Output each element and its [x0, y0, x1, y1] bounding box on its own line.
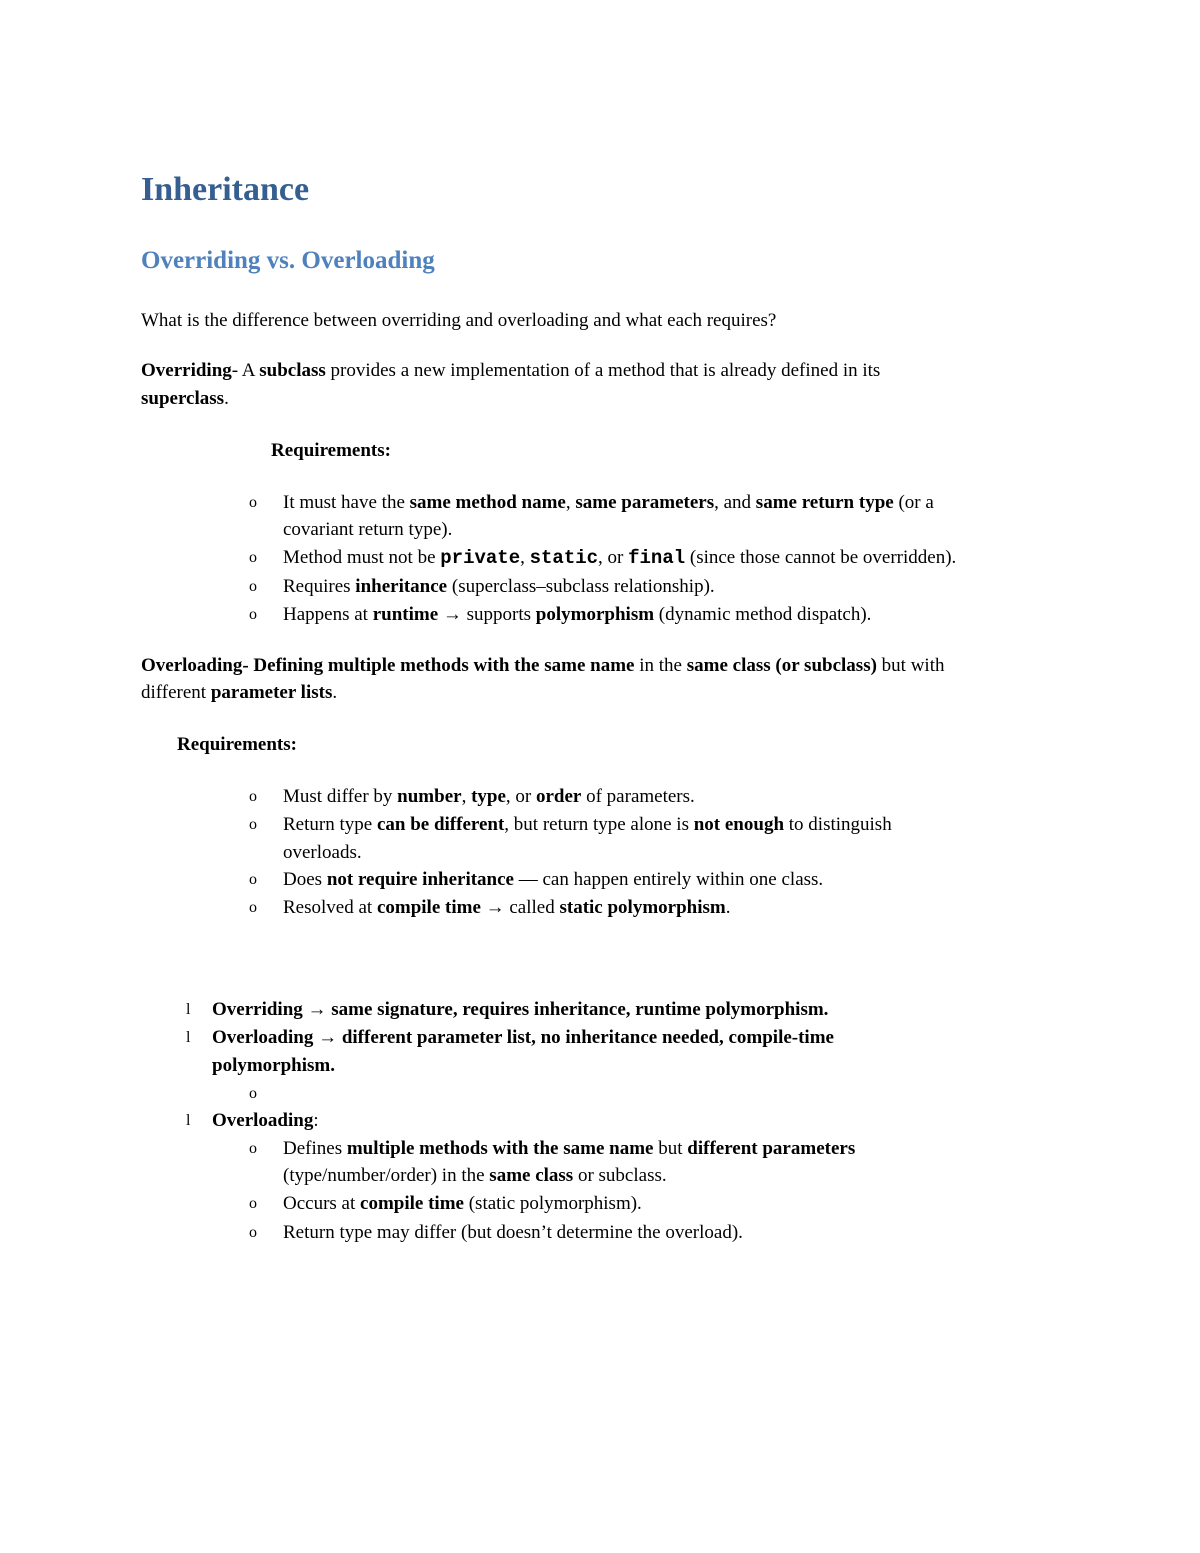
list-item: [283, 573, 715, 601]
superclass-term: superclass: [141, 388, 225, 409]
text-run: same method name: [409, 492, 566, 513]
overloading-term: Overloading: [141, 655, 243, 676]
list-item: [283, 1190, 642, 1218]
list-item-continuation: [283, 1162, 667, 1190]
text-run: runtime: [372, 604, 439, 625]
list-item: [283, 544, 956, 572]
text-run: Occurs at: [283, 1193, 361, 1214]
list-item: [283, 489, 934, 517]
text-run: → supports: [438, 604, 536, 625]
text-run: -: [242, 655, 254, 676]
text-run: of parameters.: [581, 786, 695, 807]
list-item: [283, 601, 871, 629]
requirements-label: Requirements:: [271, 440, 391, 461]
bullet-icon: o: [249, 816, 257, 833]
subclass-term: subclass: [259, 360, 326, 381]
text-run: different parameters: [687, 1138, 856, 1159]
text-run: — can happen entirely within one class.: [513, 869, 824, 890]
text-run: ,: [520, 547, 530, 568]
text-run: in the: [634, 655, 687, 676]
bullet-icon: o: [249, 549, 257, 566]
text-run: different: [141, 682, 211, 703]
overriding-definition-line1: [141, 357, 880, 385]
text-run: Method must not be: [283, 547, 441, 568]
bullet-icon: o: [249, 578, 257, 595]
text-run: → called: [480, 897, 560, 918]
text-run: Must differ by: [283, 786, 398, 807]
text-run: (static polymorphism).: [463, 1193, 642, 1214]
summary-item: [212, 1107, 319, 1135]
text-run: Happens at: [283, 604, 373, 625]
text-run: Overloading → different parameter list, no inheritance needed, compile-time: [212, 1027, 834, 1048]
summary-item-continuation: [212, 1052, 335, 1080]
code-keyword: final: [628, 547, 686, 569]
text-run: (or a: [893, 492, 934, 513]
question-text: What is the difference between overriding and overloading and what each requires?: [141, 310, 777, 331]
list-item: [283, 894, 730, 922]
text-run: same class: [489, 1165, 574, 1186]
text-run: , but return type alone is: [504, 814, 694, 835]
text-run: but: [653, 1138, 688, 1159]
text-run: polymorphism: [535, 604, 655, 625]
overloading-definition-line2: [141, 679, 337, 707]
text-run: same class (or subclass): [686, 655, 877, 676]
text-run: same parameters: [575, 492, 715, 513]
text-run: provides a new implementation of a method that is already defined in its: [325, 360, 881, 381]
text-run: - A: [231, 360, 260, 381]
bullet-icon: l: [186, 1029, 191, 1046]
text-run: type: [471, 786, 506, 807]
list-item: [283, 783, 695, 811]
code-keyword: static: [529, 547, 599, 569]
list-item: [283, 811, 892, 839]
bullet-icon: o: [249, 1224, 257, 1241]
text-run: .: [332, 682, 338, 703]
text-run: (type/number/order) in the: [283, 1165, 490, 1186]
overriding-definition-line2: [141, 385, 229, 413]
text-run: or subclass.: [573, 1165, 667, 1186]
overloading-requirements-label: [177, 731, 297, 759]
text-run: Defines: [283, 1138, 347, 1159]
text-run: Overloading: [212, 1110, 314, 1131]
summary-item: [212, 996, 828, 1024]
bullet-icon: o: [249, 1195, 257, 1212]
text-run: (since those cannot be overridden).: [685, 547, 957, 568]
text-run: (superclass–subclass relationship).: [447, 576, 715, 597]
text-run: not enough: [693, 814, 785, 835]
text-run: Defining multiple methods with the same name: [253, 655, 635, 676]
list-item: [283, 1135, 855, 1163]
overriding-requirements-label: [271, 437, 391, 465]
text-run: multiple methods with the same name: [346, 1138, 654, 1159]
bullet-icon: o: [249, 899, 257, 916]
text-run: to distinguish: [784, 814, 892, 835]
overriding-term: Overriding: [141, 360, 232, 381]
bullet-icon: o: [249, 871, 257, 888]
text-run: It must have the: [283, 492, 410, 513]
text-run: not require inheritance: [326, 869, 514, 890]
text-run: Overriding → same signature, requires inheritance, runtime polymorphism.: [212, 999, 829, 1020]
text-run: Return type may differ (but doesn’t determine the overload).: [283, 1222, 743, 1243]
text-run: compile time: [360, 1193, 464, 1214]
bullet-icon: l: [186, 1112, 191, 1129]
text-run: Requires: [283, 576, 356, 597]
list-item-continuation: covariant return type).: [283, 519, 453, 540]
list-item: [283, 1219, 743, 1247]
text-run: :: [313, 1110, 319, 1131]
text-run: ,: [565, 492, 576, 513]
text-run: ,: [461, 786, 472, 807]
text-run: same return type: [755, 492, 894, 513]
text-run: , or: [505, 786, 536, 807]
list-item-continuation: overloads.: [283, 842, 362, 863]
bullet-icon: o: [249, 494, 257, 511]
summary-item: [212, 1024, 834, 1052]
overloading-definition-line1: [141, 652, 944, 680]
text-run: Resolved at: [283, 897, 377, 918]
text-run: , or: [598, 547, 629, 568]
text-run: Return type: [283, 814, 377, 835]
bullet-icon: o: [249, 1085, 257, 1102]
text-run: compile time: [376, 897, 481, 918]
text-run: , and: [714, 492, 756, 513]
bullet-icon: o: [249, 606, 257, 623]
bullet-icon: o: [249, 788, 257, 805]
text-run: parameter lists: [210, 682, 333, 703]
code-keyword: private: [440, 547, 521, 569]
text-run: polymorphism.: [212, 1055, 335, 1076]
text-run: (dynamic method dispatch).: [654, 604, 872, 625]
text-run: Does: [283, 869, 327, 890]
text-run: can be different: [376, 814, 505, 835]
text-run: static polymorphism: [559, 897, 726, 918]
section-heading: Overriding vs. Overloading: [141, 247, 435, 274]
requirements-label: Requirements:: [177, 734, 297, 755]
text-run: but with: [876, 655, 945, 676]
text-run: inheritance: [355, 576, 448, 597]
text-run: .: [725, 897, 731, 918]
text-run: .: [224, 388, 229, 409]
list-item: [283, 866, 823, 894]
bullet-icon: o: [249, 1140, 257, 1157]
text-run: number: [397, 786, 462, 807]
bullet-icon: l: [186, 1001, 191, 1018]
text-run: order: [535, 786, 582, 807]
page-title: Inheritance: [141, 171, 310, 208]
